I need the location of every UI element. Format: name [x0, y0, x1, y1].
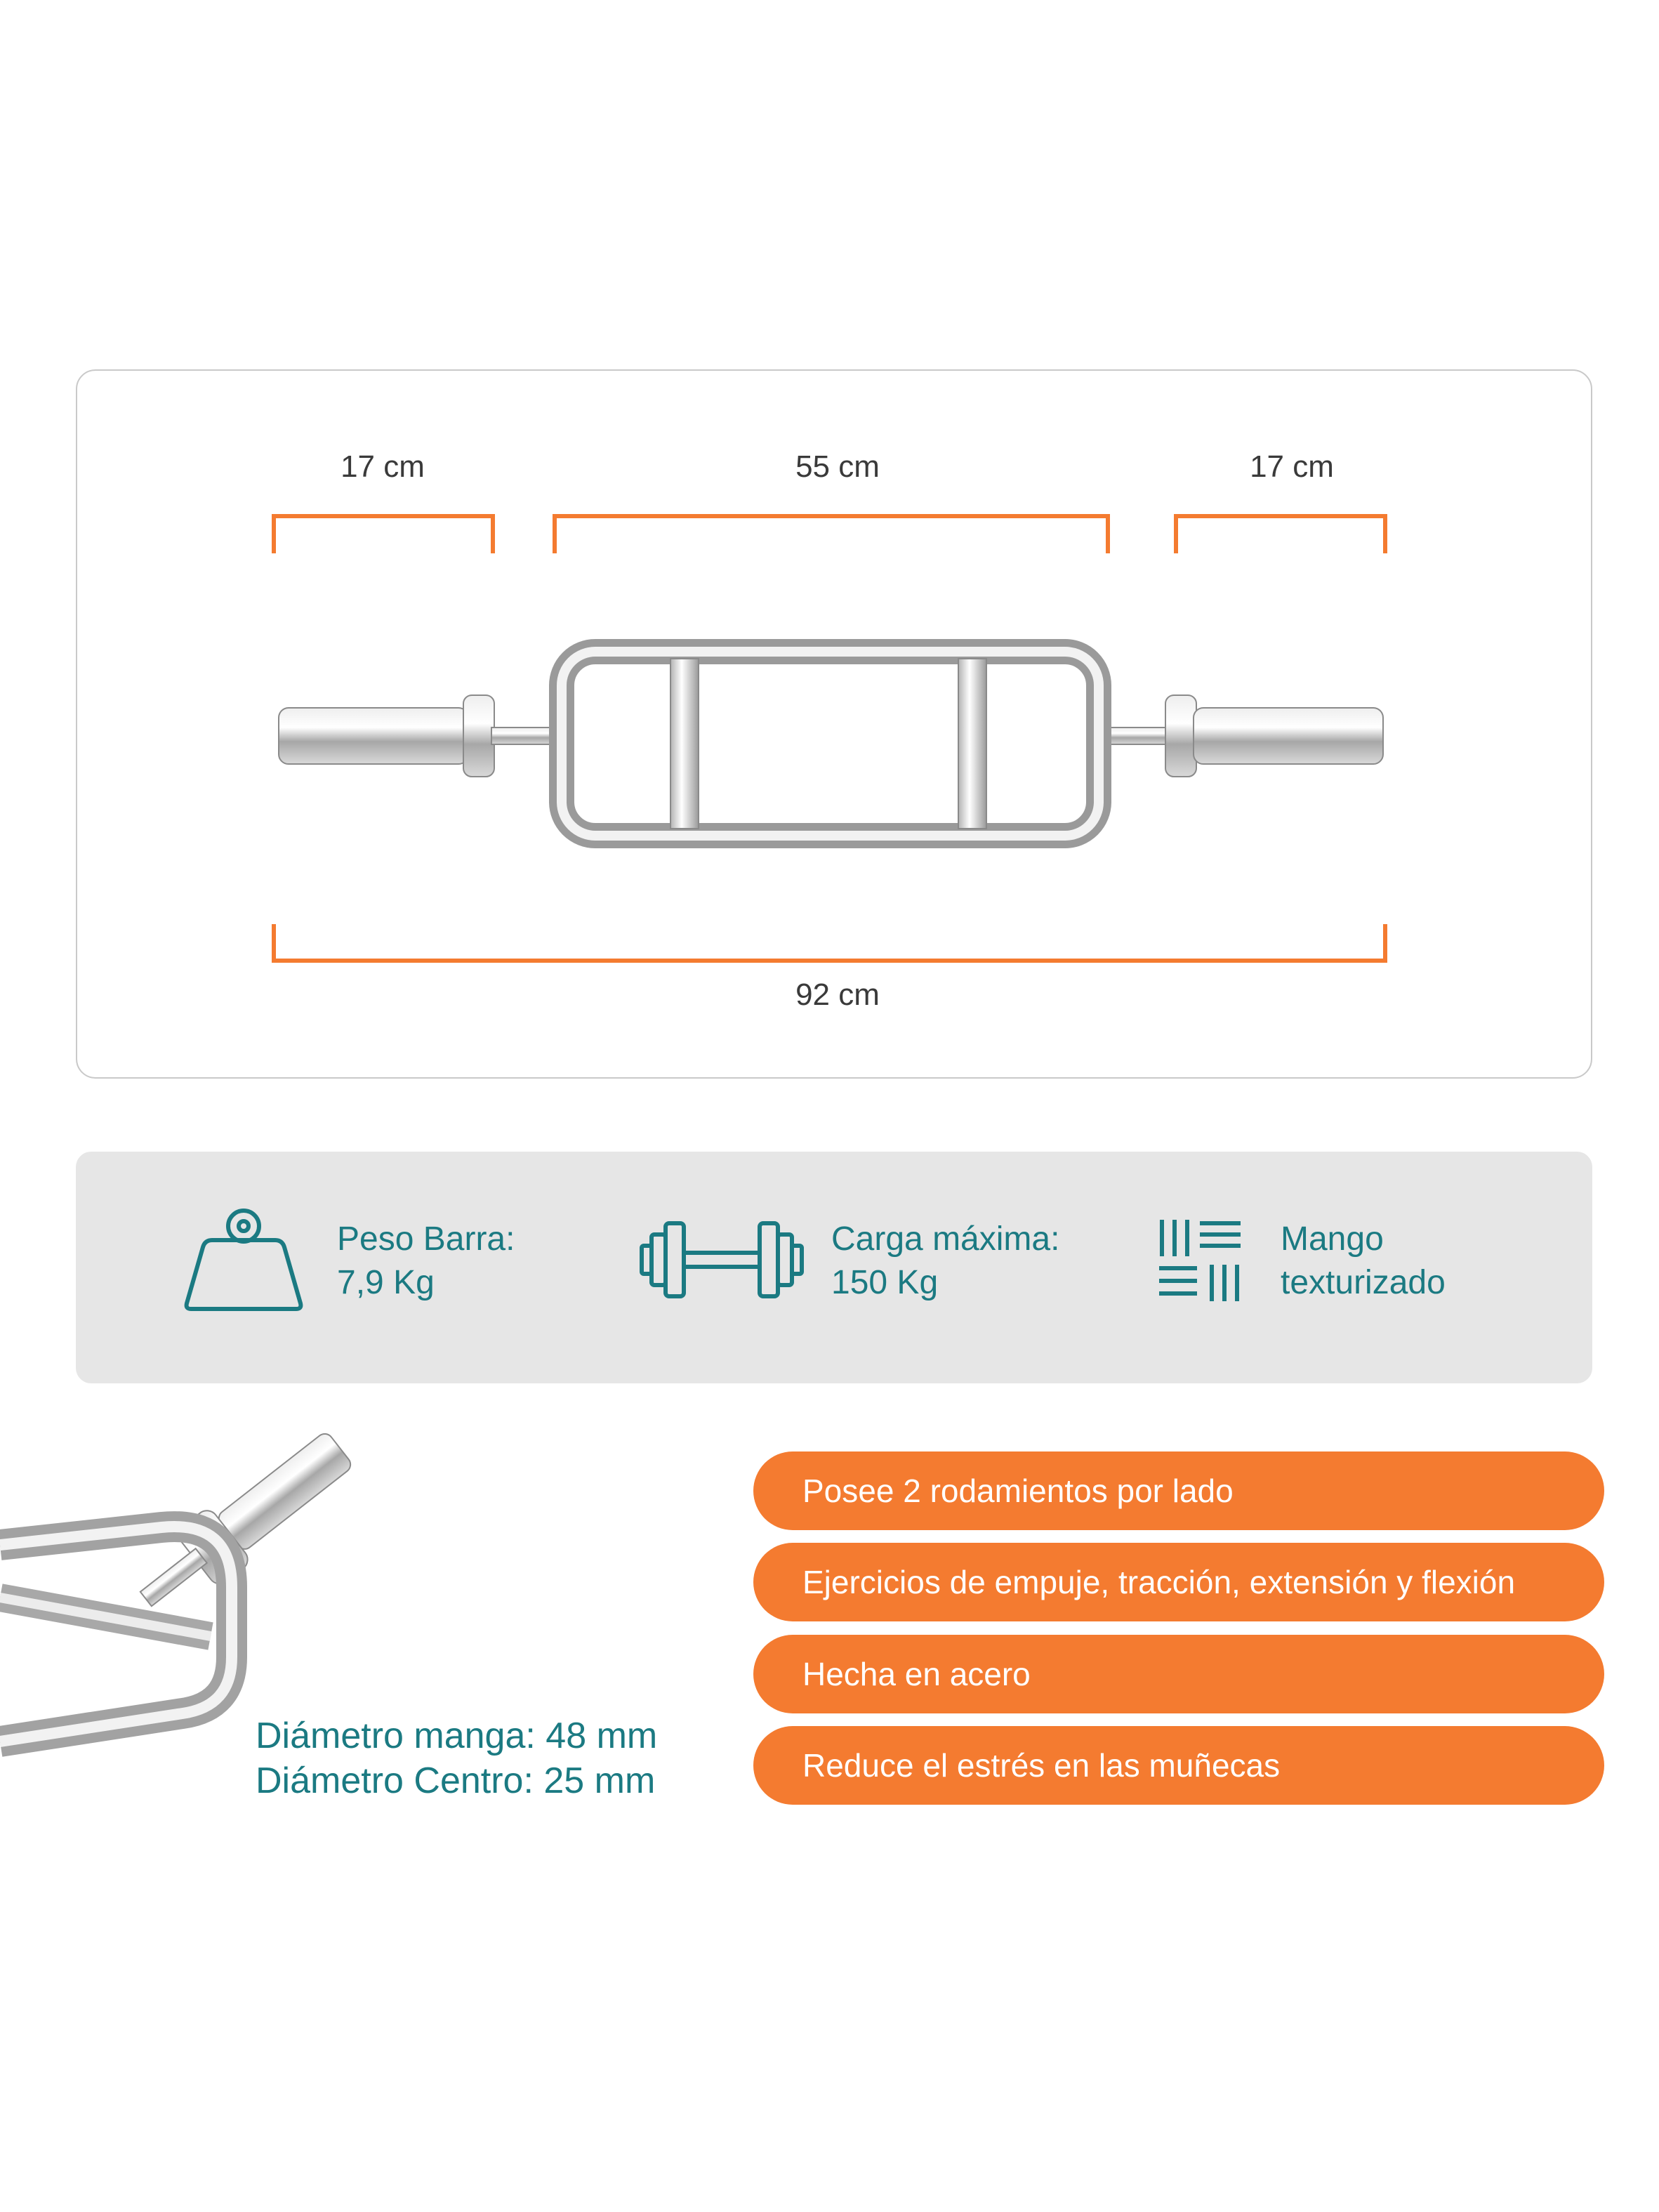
left-bracket — [274, 516, 493, 553]
center-bracket — [555, 516, 1108, 553]
dimension-left-label: 17 cm — [341, 449, 425, 484]
spec-max-load — [831, 1218, 1059, 1305]
feature-pill — [753, 1451, 1604, 1530]
weight-icon — [184, 1206, 303, 1312]
spec-weight — [337, 1218, 515, 1305]
feature-text: Reduce el estrés en las muñecas — [802, 1747, 1281, 1784]
spec-texture — [1281, 1218, 1446, 1305]
dumbbell-icon — [639, 1218, 805, 1302]
total-bracket — [274, 924, 1385, 961]
spec-weight-value: 7,9 Kg — [337, 1264, 435, 1301]
feature-text: Ejercicios de empuje, tracción, extensión y flexión — [802, 1564, 1516, 1600]
spec-max-load-value: 150 Kg — [831, 1264, 939, 1301]
dimension-right-label: 17 cm — [1250, 449, 1334, 484]
spec-max-load-label: Carga máxima: — [831, 1220, 1060, 1258]
spec-texture-line1: Mango — [1281, 1220, 1384, 1258]
spec-weight-label: Peso Barra: — [337, 1220, 515, 1258]
diameter-center: Diámetro Centro: 25 mm — [256, 1760, 656, 1801]
right-bracket — [1176, 516, 1385, 553]
bar-closeup-image — [0, 1421, 362, 1742]
dimension-total-label: 92 cm — [795, 977, 880, 1012]
dimension-center-label: 55 cm — [795, 449, 880, 484]
spec-texture-line2: texturizado — [1281, 1264, 1446, 1301]
diameter-sleeve: Diámetro manga: 48 mm — [256, 1716, 658, 1756]
triceps-bar-image — [279, 652, 1383, 836]
diameter-info — [256, 1713, 657, 1803]
feature-pill — [753, 1543, 1604, 1621]
feature-pill — [753, 1635, 1604, 1713]
texture-icon — [1158, 1219, 1241, 1302]
feature-text: Hecha en acero — [802, 1656, 1031, 1692]
feature-pill — [753, 1726, 1604, 1805]
feature-text: Posee 2 rodamientos por lado — [802, 1473, 1234, 1509]
